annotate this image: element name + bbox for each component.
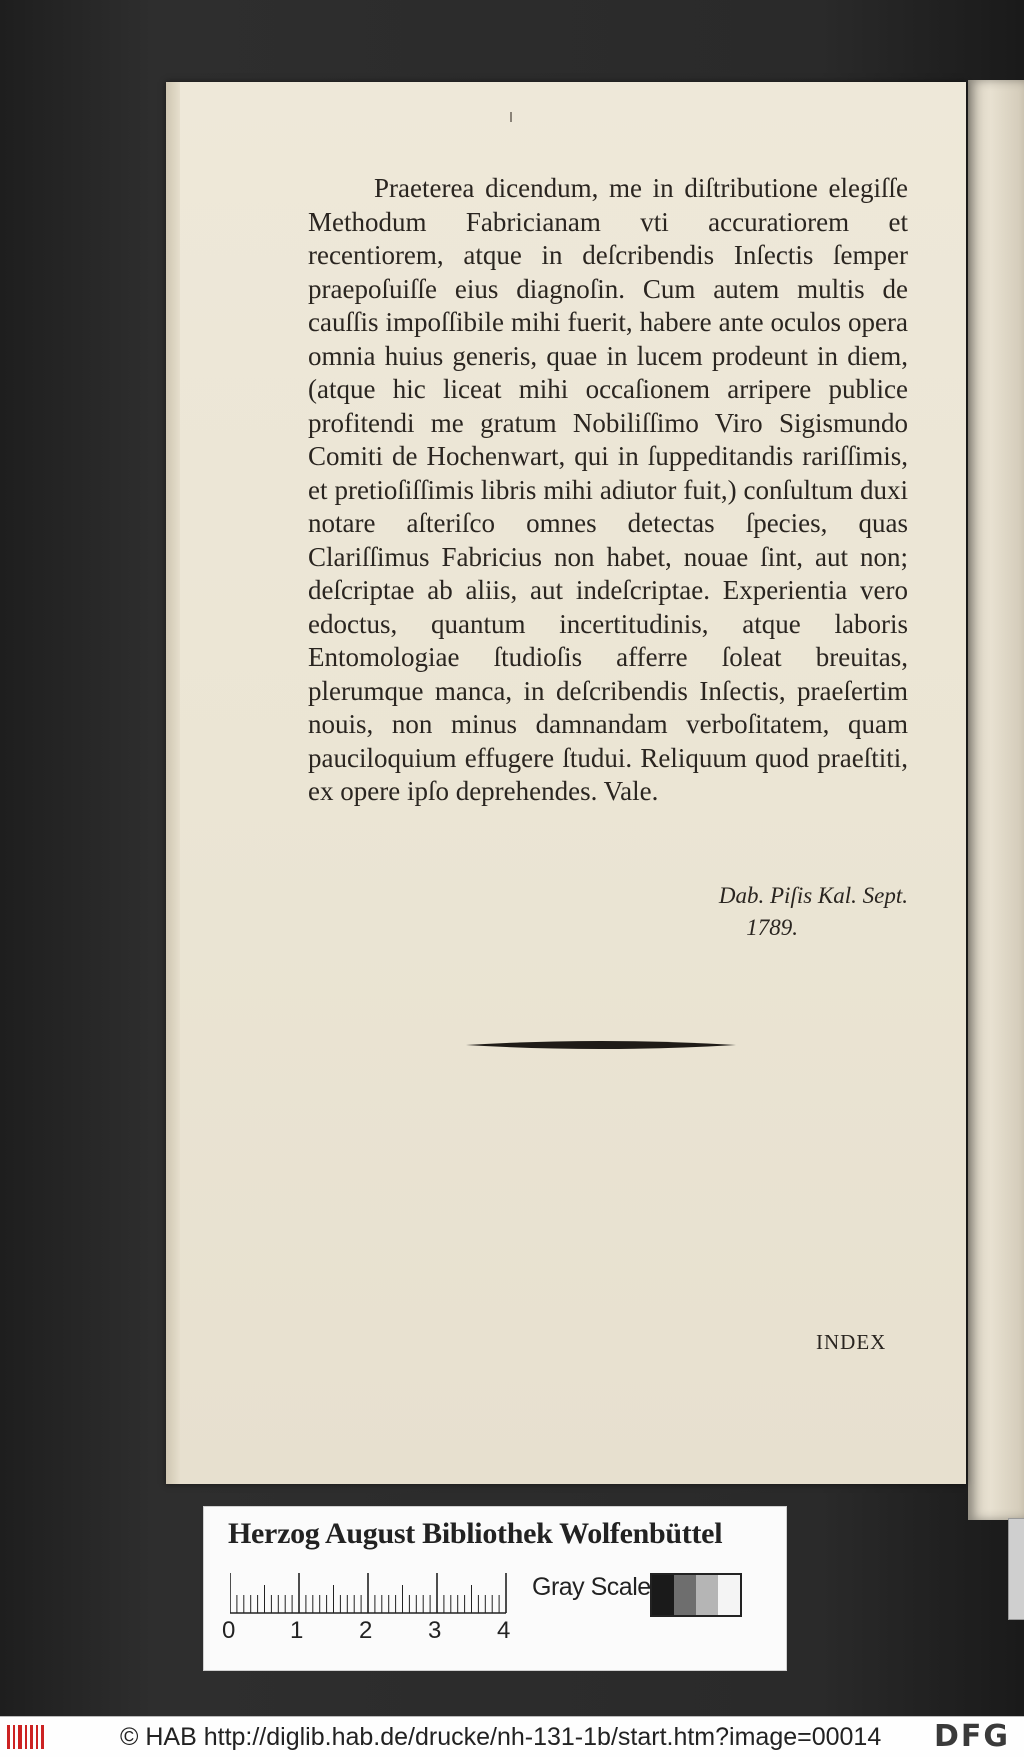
barcode-icon bbox=[6, 1723, 46, 1751]
adjacent-color-card-edge bbox=[1008, 1518, 1024, 1620]
footer-url[interactable]: © HAB http://diglib.hab.de/drucke/nh-131-1b/start.htm?image=00014 bbox=[120, 1723, 882, 1751]
grayscale-patch bbox=[652, 1575, 674, 1615]
signature-dateline bbox=[636, 880, 908, 944]
ruler-label: 0 bbox=[222, 1617, 236, 1644]
grayscale-patch bbox=[718, 1575, 740, 1615]
ornamental-rule bbox=[466, 1040, 736, 1050]
ruler-scale bbox=[230, 1571, 520, 1615]
signature-place-date: Dab. Piſis Kal. Sept. bbox=[718, 883, 908, 908]
adjacent-page-edge bbox=[968, 80, 1024, 1520]
grayscale-swatch bbox=[650, 1573, 742, 1617]
signature-year: 1789. bbox=[746, 915, 798, 940]
catchword: INDEX bbox=[816, 1330, 887, 1354]
footer-bar bbox=[0, 1716, 1024, 1757]
page-mark bbox=[510, 112, 512, 122]
body-text bbox=[308, 172, 908, 809]
ruler-label: 3 bbox=[428, 1617, 442, 1644]
ruler-labels bbox=[222, 1617, 522, 1647]
dfg-logo: DFG bbox=[934, 1719, 1011, 1754]
grayscale-patch bbox=[674, 1575, 696, 1615]
grayscale-patch bbox=[696, 1575, 718, 1615]
ruler-label: 4 bbox=[497, 1617, 511, 1644]
ruler-label: 2 bbox=[359, 1617, 373, 1644]
library-name: Herzog August Bibliothek Wolfenbüttel bbox=[228, 1517, 723, 1550]
grayscale-label: Gray Scale bbox=[532, 1573, 651, 1601]
library-color-card bbox=[203, 1506, 787, 1671]
ruler-label: 1 bbox=[290, 1617, 304, 1644]
preface-paragraph: Praeterea dicendum, me in diſtributione elegiſſe Methodum Fabricianam vti accuratiorem et recentiorem, atque in deſcribendis Inſectis ſemper praepoſuiſſe eius diagnoſin. Cum autem multis de cauſſis impoſſibile mihi fuerit, habere ante oculos opera omnia huius generis, quae in lucem prodeunt in diem, (atque hic liceat mihi occaſionem arripere publice profitendi me gratum Nobiliſſimo Viro Sigismundo Comiti de Hochenwart, qui in ſuppeditandis rariſſimis, et pretioſiſſimis libris mihi adiutor fuit,) conſultum duxi notare aſteriſco omnes detectas ſpecies, quas Clariſſimus Fabricius non habet, nouae ſint, aut non; deſcriptae ab aliis, aut indeſcriptae. Experientia vero edoctus, quantum incertitudinis, atque laboris Entomologiae ſtudioſis afferre ſoleat breuitas, plerumque manca, in deſcribendis Inſectis, praeſertim nouis, non minus damnandam verboſitatem, quam pauciloquium effugere ſtudui. Reliquum quod praeſtiti, ex opere ipſo deprehendes. Vale. bbox=[308, 173, 908, 806]
book-page bbox=[166, 82, 966, 1484]
